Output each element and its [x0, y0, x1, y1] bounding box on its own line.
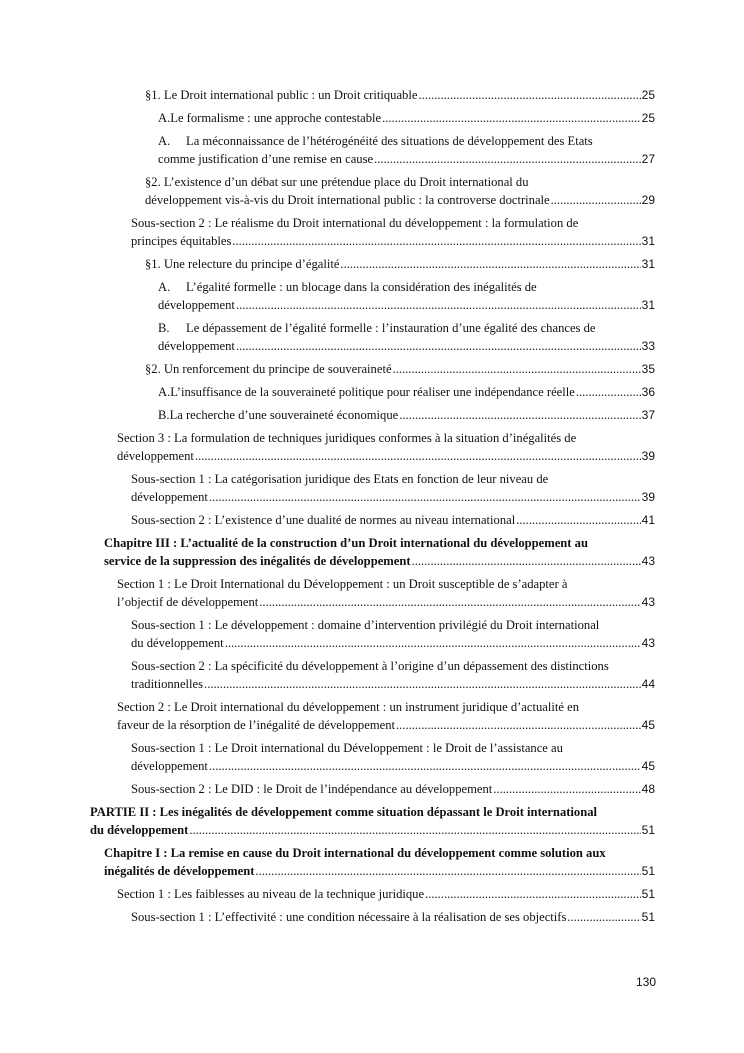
toc-entry-page: 27: [641, 152, 655, 166]
toc-entry-text: développement: [117, 449, 194, 463]
dot-leader: [396, 716, 641, 734]
dot-leader: [189, 821, 640, 839]
toc-entry[interactable]: [0, 383, 744, 401]
toc-entry-marker: A.: [158, 111, 171, 125]
toc-entry-page: 51: [641, 910, 655, 924]
toc-entry-text: Sous-section 1 : L’effectivité : une condition nécessaire à la réalisation de ses objectifs: [131, 910, 567, 924]
toc-entry[interactable]: [0, 214, 744, 250]
toc-entry-text: Section 3 : La formulation de techniques juridiques conformes à la situation d’inégalités de: [117, 431, 577, 445]
toc-entry-text: La recherche d’une souveraineté économique: [169, 408, 399, 422]
toc-entry-text: La méconnaissance de l’hétérogénéité des situations de développement des Etats: [186, 134, 593, 148]
toc-entry-page: 31: [641, 298, 655, 312]
toc-entry-text: Le dépassement de l’égalité formelle : l’instauration d’une égalité des chances de: [186, 321, 596, 335]
toc-entry[interactable]: [0, 908, 744, 926]
toc-entry-text: Sous-section 1 : Le Droit international du Développement : le Droit de l’assistance au: [131, 741, 563, 755]
toc-entry[interactable]: [0, 739, 744, 775]
dot-leader: [567, 908, 640, 926]
toc-entry-page: 51: [641, 887, 655, 901]
toc-entry[interactable]: [0, 132, 744, 168]
dot-leader: [236, 296, 641, 314]
dot-leader: [209, 757, 641, 775]
toc-entry[interactable]: [0, 511, 744, 529]
toc-entry[interactable]: [0, 844, 744, 880]
dot-leader: [209, 488, 641, 506]
toc-entry-page: 31: [641, 257, 655, 271]
toc-entry-text: Sous-section 1 : Le développement : domaine d’intervention privilégié du Droit international: [131, 618, 600, 632]
toc-entry-page: 44: [641, 677, 655, 691]
toc-entry-text: Sous-section 2 : Le réalisme du Droit international du développement : la formulation de: [131, 216, 579, 230]
toc-entry-text: Le formalisme : une approche contestable: [170, 111, 382, 125]
toc-entry-marker: B.: [158, 408, 170, 422]
toc-entry-page: 36: [641, 385, 655, 399]
toc-entry-page: 43: [641, 595, 655, 609]
dot-leader: [399, 406, 640, 424]
dot-leader: [551, 191, 641, 209]
toc-entry-page: 51: [641, 864, 655, 878]
toc-entry-text: service de la suppression des inégalités de développement: [104, 554, 411, 568]
toc-entry-text: principes équitables: [131, 234, 232, 248]
toc-entry-page: 45: [641, 718, 655, 732]
toc-entry-text: Section 1 : Les faiblesses au niveau de la technique juridique: [117, 887, 425, 901]
toc-entry-text: §2. Un renforcement du principe de souveraineté: [145, 362, 392, 376]
dot-leader: [412, 552, 641, 570]
toc-entry[interactable]: [0, 803, 744, 839]
toc-entry-text: développement vis-à-vis du Droit international public : la controverse doctrinale: [145, 193, 550, 207]
toc-entry-marker: B.: [158, 321, 170, 335]
toc-entry-page: 39: [641, 449, 655, 463]
dot-leader: [382, 109, 641, 127]
dot-leader: [236, 337, 641, 355]
toc-entry-page: 35: [641, 362, 655, 376]
toc-entry-text: inégalités de développement: [104, 864, 255, 878]
toc-entry-text: Sous-section 2 : La spécificité du développement à l’origine d’un dépassement des distinctions: [131, 659, 609, 673]
toc-entry-page: 33: [641, 339, 655, 353]
toc-entry-text: traditionnelles: [131, 677, 204, 691]
toc-entry[interactable]: [0, 255, 744, 273]
toc-entry[interactable]: [0, 86, 744, 104]
dot-leader: [340, 255, 640, 273]
toc-entry-text: comme justification d’une remise en cause: [158, 152, 374, 166]
toc-entry-page: 25: [641, 111, 655, 125]
toc-entry-marker: A.: [158, 385, 171, 399]
toc-entry-page: 25: [641, 88, 655, 102]
toc-entry-text: Section 2 : Le Droit international du développement : un instrument juridique d’actualité en: [117, 700, 579, 714]
toc-entry-text: Sous-section 2 : Le DID : le Droit de l’indépendance au développement: [131, 782, 493, 796]
toc-entry-marker: A.: [158, 134, 171, 148]
toc-entry-text: PARTIE II : Les inégalités de développement comme situation dépassant le Droit international: [90, 805, 598, 819]
dot-leader: [576, 383, 641, 401]
toc-entry-text: faveur de la résorption de l’inégalité de développement: [117, 718, 395, 732]
toc-entry-page: 45: [641, 759, 655, 773]
toc-entry[interactable]: [0, 657, 744, 693]
dot-leader: [493, 780, 640, 798]
toc-entry-page: 43: [641, 554, 655, 568]
toc-entry[interactable]: [0, 534, 744, 570]
dot-leader: [393, 360, 641, 378]
toc-entry-text: L’égalité formelle : un blocage dans la considération des inégalités de: [186, 280, 537, 294]
toc-entry-text: Sous-section 1 : La catégorisation juridique des Etats en fonction de leur niveau de: [131, 472, 549, 486]
dot-leader: [425, 885, 641, 903]
dot-leader: [204, 675, 641, 693]
toc-entry[interactable]: [0, 360, 744, 378]
toc-entry[interactable]: [0, 575, 744, 611]
toc-entry-text: §2. L’existence d’un débat sur une prétendue place du Droit international du: [145, 175, 529, 189]
dot-leader: [195, 447, 641, 465]
toc-entry-page: 43: [641, 636, 655, 650]
toc-entry[interactable]: [0, 885, 744, 903]
toc-entry-page: 31: [641, 234, 655, 248]
dot-leader: [232, 232, 640, 250]
toc-entry-page: 39: [641, 490, 655, 504]
toc-entry-page: 37: [641, 408, 655, 422]
toc-entry-text: développement: [158, 339, 235, 353]
toc-entry[interactable]: [0, 173, 744, 209]
dot-leader: [516, 511, 640, 529]
toc-entry-text: §1. Une relecture du principe d’égalité: [145, 257, 340, 271]
toc-entry[interactable]: [0, 429, 744, 465]
table-of-contents: [0, 86, 744, 931]
toc-entry[interactable]: [0, 406, 744, 424]
toc-entry-page: 51: [641, 823, 655, 837]
toc-entry-page: 48: [641, 782, 655, 796]
toc-entry-page: 41: [641, 513, 655, 527]
toc-entry-marker: A.: [158, 280, 171, 294]
toc-entry[interactable]: [0, 698, 744, 734]
toc-entry-text: Chapitre III : L’actualité de la construction d’un Droit international du développement au: [104, 536, 588, 550]
toc-entry-text: développement: [158, 298, 235, 312]
toc-entry-page: 29: [641, 193, 655, 207]
toc-entry-text: Section 1 : Le Droit International du Développement : un Droit susceptible de s’adapter à: [117, 577, 568, 591]
page-number: 130: [636, 975, 657, 989]
dot-leader: [255, 862, 640, 880]
toc-entry[interactable]: [0, 109, 744, 127]
toc-entry-text: du développement: [131, 636, 224, 650]
dot-leader: [374, 150, 641, 168]
toc-entry[interactable]: [0, 616, 744, 652]
dot-leader: [418, 86, 640, 104]
toc-entry-text: Sous-section 2 : L’existence d’une dualité de normes au niveau international: [131, 513, 516, 527]
toc-entry-text: développement: [131, 759, 208, 773]
toc-entry[interactable]: [0, 278, 744, 314]
toc-entry[interactable]: [0, 780, 744, 798]
toc-entry-text: l’objectif de développement: [117, 595, 259, 609]
dot-leader: [259, 593, 640, 611]
toc-entry-text: §1. Le Droit international public : un Droit critiquable: [145, 88, 418, 102]
toc-entry[interactable]: [0, 470, 744, 506]
dot-leader: [225, 634, 641, 652]
toc-entry-text: L’insuffisance de la souveraineté politique pour réaliser une indépendance réelle: [170, 385, 575, 399]
toc-entry-text: du développement: [90, 823, 189, 837]
toc-entry-text: Chapitre I : La remise en cause du Droit international du développement comme solution aux: [104, 846, 606, 860]
toc-entry[interactable]: [0, 319, 744, 355]
toc-entry-text: développement: [131, 490, 208, 504]
